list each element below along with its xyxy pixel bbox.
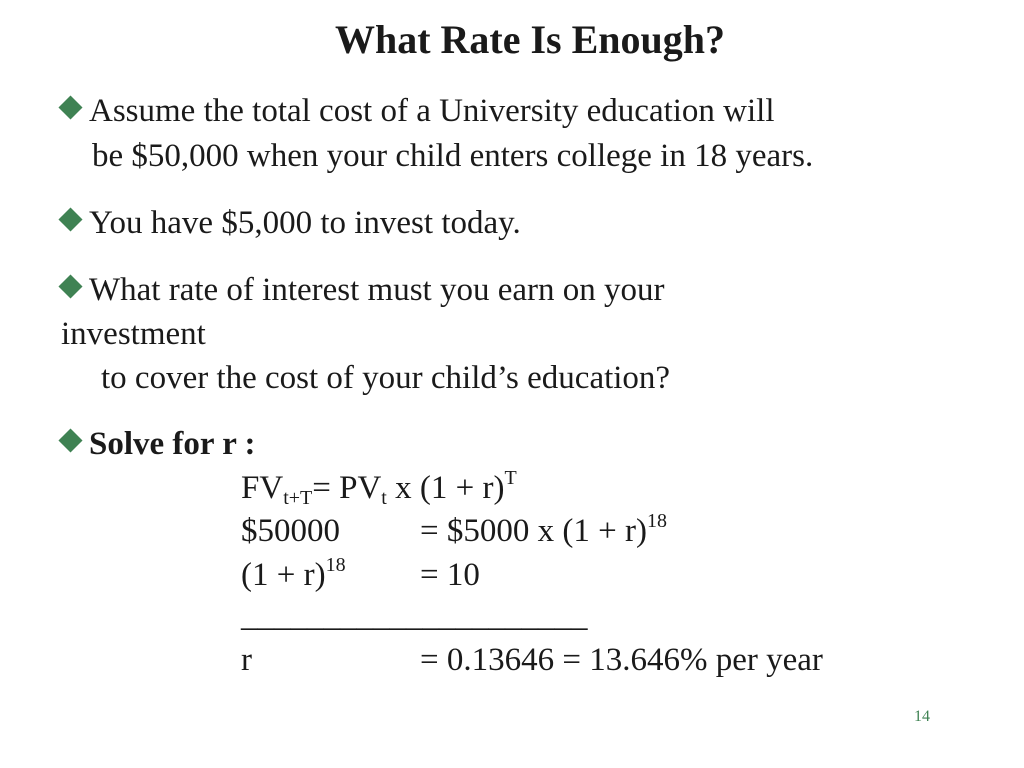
- equation-line-2-right-text: = $5000 x (1 + r): [420, 513, 647, 549]
- solve-for-r-label: Solve for r :: [89, 426, 256, 462]
- equation-line-3-left-text: (1 + r): [241, 557, 326, 593]
- equation-line-3-left: [241, 555, 346, 595]
- bullet-3-line-2: investment: [61, 316, 206, 352]
- equation-line-2-right: [420, 511, 667, 551]
- bullet-3-line-1: [52, 270, 665, 310]
- pv-subscript: t: [381, 487, 387, 509]
- equation-divider: _____________________: [241, 598, 588, 634]
- fv-symbol: FV: [241, 470, 284, 506]
- bullet-2-text-1: You have $5,000 to invest today.: [89, 205, 521, 241]
- equation-formula: [241, 468, 517, 508]
- bullet-3-text-1: What rate of interest must you earn on your: [89, 272, 665, 308]
- pv-symbol: = PV: [312, 470, 382, 506]
- page-number: 14: [914, 708, 930, 725]
- equation-line-2-exponent: 18: [646, 510, 667, 532]
- fv-subscript: t+T: [283, 487, 313, 509]
- bullet-1-line-1: [52, 91, 775, 131]
- equation-line-3-right: = 10: [420, 557, 480, 593]
- diamond-bullet-icon: [58, 95, 82, 119]
- formula-exponent: T: [504, 467, 517, 489]
- bullet-2-line-1: [52, 203, 521, 243]
- slide-title: What Rate Is Enough?: [334, 17, 726, 62]
- formula-rest: x (1 + r): [386, 470, 505, 506]
- diamond-bullet-icon: [58, 207, 82, 231]
- equation-line-5-left: r: [241, 642, 252, 678]
- equation-line-2-left: $50000: [241, 513, 340, 549]
- diamond-bullet-icon: [58, 428, 82, 452]
- bullet-1-line-2: be $50,000 when your child enters college in 18 years.: [92, 138, 814, 174]
- equation-line-3-exponent: 18: [325, 554, 346, 576]
- bullet-3-line-3: to cover the cost of your child’s education?: [101, 360, 671, 396]
- equation-result: = 0.13646 = 13.646% per year: [420, 642, 823, 678]
- diamond-bullet-icon: [58, 274, 82, 298]
- bullet-1-text-1: Assume the total cost of a University education will: [89, 93, 775, 129]
- bullet-4-line-1: [52, 424, 256, 464]
